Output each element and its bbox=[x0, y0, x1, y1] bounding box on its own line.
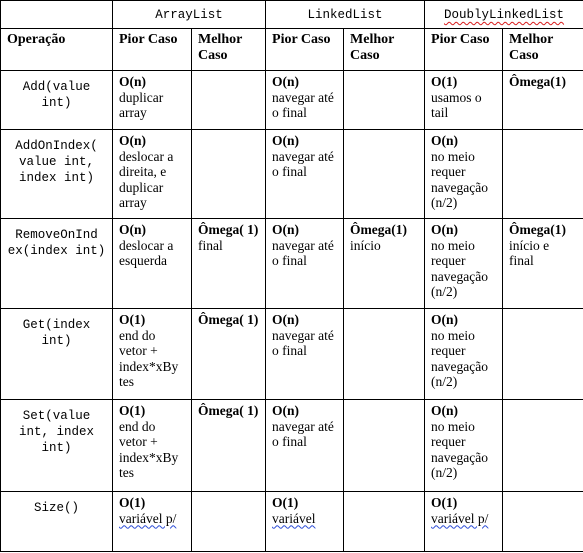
bound: O(n) bbox=[272, 312, 300, 327]
bound: O(n) bbox=[431, 133, 459, 148]
bound: O(1) bbox=[119, 495, 146, 510]
note: variável p/ bbox=[119, 510, 177, 526]
note: deslocar a esquerda bbox=[119, 237, 174, 268]
case-header-row bbox=[1, 29, 583, 71]
arraylist-best-cell bbox=[192, 71, 266, 130]
linkedlist-best-header: Melhor Caso bbox=[344, 29, 425, 71]
bound: O(1) bbox=[119, 312, 146, 327]
header-doublylinkedlist-text: DoublyLinkedList bbox=[444, 8, 565, 22]
header-arraylist: ArrayList bbox=[113, 1, 266, 29]
doubly-best-cell bbox=[503, 130, 583, 219]
table-row bbox=[1, 219, 583, 309]
linkedlist-best-cell bbox=[344, 130, 425, 219]
structure-header-row bbox=[1, 1, 583, 29]
note: no meio requer navegação (n/2) bbox=[431, 237, 488, 299]
table-row bbox=[1, 130, 583, 219]
linkedlist-best-cell bbox=[344, 71, 425, 130]
doubly-worst-header: Pior Caso bbox=[425, 29, 503, 71]
bound: Ômega( 1) bbox=[198, 222, 259, 237]
operation-removeonindex: RemoveOnInd ex(index int) bbox=[1, 219, 113, 309]
arraylist-best-header: Melhor Caso bbox=[192, 29, 266, 71]
bound: O(1) bbox=[431, 74, 458, 89]
note: navegar até o final bbox=[272, 418, 334, 449]
table-row bbox=[1, 492, 583, 552]
note: usamos o tail bbox=[431, 89, 482, 120]
arraylist-worst-cell bbox=[113, 492, 192, 552]
note: final bbox=[198, 237, 223, 253]
operation-size: Size() bbox=[1, 492, 113, 552]
linkedlist-worst-header: Pior Caso bbox=[266, 29, 344, 71]
note: variável bbox=[272, 510, 316, 526]
doubly-best-cell bbox=[503, 492, 583, 552]
linkedlist-worst-cell bbox=[266, 130, 344, 219]
bound: O(n) bbox=[272, 222, 300, 237]
arraylist-best-cell bbox=[192, 219, 266, 309]
linkedlist-worst-cell bbox=[266, 400, 344, 492]
bound: Ômega( 1) bbox=[198, 312, 259, 327]
table-row bbox=[1, 71, 583, 130]
doubly-worst-cell bbox=[425, 492, 503, 552]
bound: Ômega(1) bbox=[509, 74, 567, 89]
note: variável p/ bbox=[431, 510, 489, 526]
operation-add: Add(value int) bbox=[1, 71, 113, 130]
doubly-best-cell bbox=[503, 219, 583, 309]
doubly-best-cell bbox=[503, 309, 583, 400]
bound: O(1) bbox=[119, 403, 146, 418]
bound: O(n) bbox=[119, 133, 146, 148]
note: no meio requer navegação (n/2) bbox=[431, 418, 488, 480]
arraylist-best-cell bbox=[192, 400, 266, 492]
arraylist-best-cell bbox=[192, 492, 266, 552]
note: início bbox=[350, 237, 381, 253]
doubly-worst-cell bbox=[425, 130, 503, 219]
linkedlist-best-cell bbox=[344, 492, 425, 552]
bound: O(n) bbox=[431, 222, 459, 237]
bound: Ômega(1) bbox=[350, 222, 407, 237]
doubly-worst-cell bbox=[425, 309, 503, 400]
table-row bbox=[1, 309, 583, 400]
bound: O(1) bbox=[272, 495, 299, 510]
note: no meio requer navegação (n/2) bbox=[431, 148, 488, 210]
linkedlist-worst-cell bbox=[266, 492, 344, 552]
bound: Ômega( 1) bbox=[198, 403, 259, 418]
arraylist-best-cell bbox=[192, 309, 266, 400]
note: duplicar array bbox=[119, 89, 164, 120]
arraylist-worst-cell bbox=[113, 309, 192, 400]
arraylist-best-cell bbox=[192, 130, 266, 219]
note: end do vetor + index*xBy tes bbox=[119, 418, 179, 480]
operation-header: Operação bbox=[1, 29, 113, 71]
linkedlist-worst-cell bbox=[266, 71, 344, 130]
note: navegar até o final bbox=[272, 327, 334, 358]
bound: O(n) bbox=[431, 312, 459, 327]
arraylist-worst-cell bbox=[113, 400, 192, 492]
arraylist-worst-cell bbox=[113, 130, 192, 219]
linkedlist-worst-cell bbox=[266, 309, 344, 400]
doubly-best-cell bbox=[503, 400, 583, 492]
bound: O(n) bbox=[272, 133, 300, 148]
doubly-worst-cell bbox=[425, 71, 503, 130]
note: end do vetor + index*xBy tes bbox=[119, 327, 179, 389]
doubly-worst-cell bbox=[425, 219, 503, 309]
header-linkedlist: LinkedList bbox=[266, 1, 425, 29]
bound: O(n) bbox=[119, 74, 146, 89]
doubly-best-header: Melhor Caso bbox=[503, 29, 583, 71]
note: navegar até o final bbox=[272, 148, 334, 179]
linkedlist-worst-cell bbox=[266, 219, 344, 309]
doubly-best-cell bbox=[503, 71, 583, 130]
linkedlist-best-cell bbox=[344, 219, 425, 309]
bound: O(n) bbox=[119, 222, 146, 237]
operation-addonindex: AddOnIndex( value int, index int) bbox=[1, 130, 113, 219]
bound: O(1) bbox=[431, 495, 458, 510]
note: início e final bbox=[509, 237, 550, 268]
linkedlist-best-cell bbox=[344, 400, 425, 492]
note: no meio requer navegação (n/2) bbox=[431, 327, 488, 389]
blank-corner-cell bbox=[1, 1, 113, 29]
bound: O(n) bbox=[272, 403, 300, 418]
doubly-worst-cell bbox=[425, 400, 503, 492]
note: navegar até o final bbox=[272, 237, 334, 268]
bound: O(n) bbox=[272, 74, 300, 89]
table-row bbox=[1, 400, 583, 492]
bound: O(n) bbox=[431, 403, 459, 418]
operation-set: Set(value int, index int) bbox=[1, 400, 113, 492]
note: navegar até o final bbox=[272, 89, 334, 120]
header-doublylinkedlist bbox=[425, 1, 583, 29]
note: deslocar a direita, e duplicar array bbox=[119, 148, 174, 210]
bound: Ômega(1) bbox=[509, 222, 567, 237]
arraylist-worst-header: Pior Caso bbox=[113, 29, 192, 71]
arraylist-worst-cell bbox=[113, 219, 192, 309]
operation-get: Get(index int) bbox=[1, 309, 113, 400]
linkedlist-best-cell bbox=[344, 309, 425, 400]
arraylist-worst-cell bbox=[113, 71, 192, 130]
